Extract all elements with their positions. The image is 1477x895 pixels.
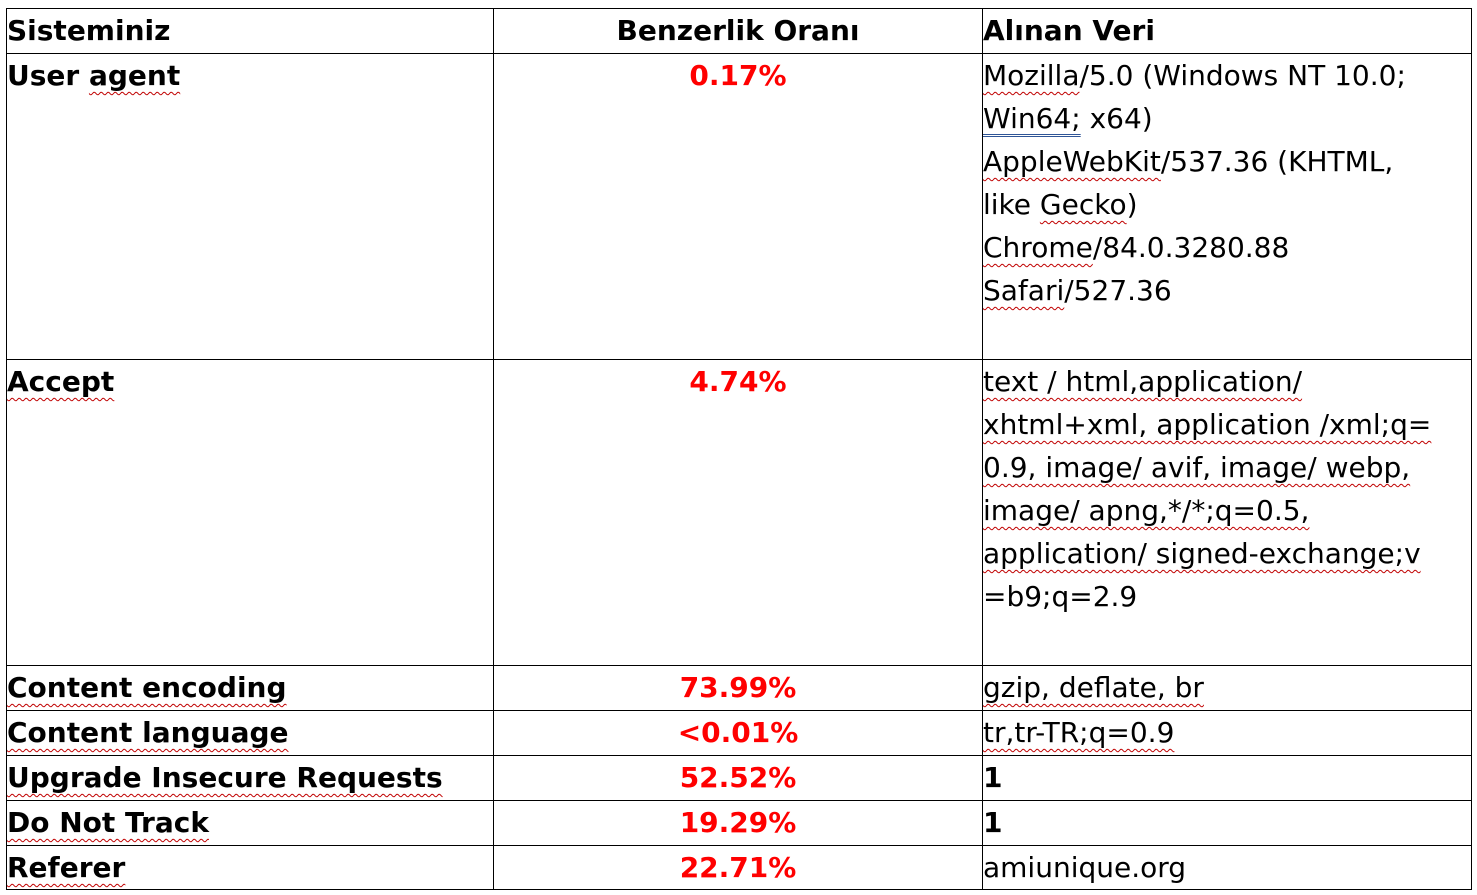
value-line: =b9;q=2.9 <box>983 580 1138 613</box>
row-name-text: Accept <box>7 365 115 398</box>
row-value <box>983 666 1472 711</box>
table-row <box>7 756 1472 801</box>
row-name: User agent <box>7 54 494 360</box>
value-line: Win64; x64) <box>983 102 1153 135</box>
row-name <box>7 360 494 666</box>
row-name-squiggle: agent <box>88 59 181 92</box>
value-line: amiunique.org <box>983 851 1187 884</box>
table-row <box>7 666 1472 711</box>
row-name <box>7 801 494 846</box>
value-line: xhtml+xml, application /xml;q= <box>983 408 1432 441</box>
header-alinan-veri: Alınan Veri <box>983 9 1472 54</box>
value-line: gzip, deflate, br <box>983 671 1204 704</box>
header-benzerlik-orani: Benzerlik Oranı <box>494 9 983 54</box>
value-line: Mozilla/5.0 (Windows NT 10.0; <box>983 59 1406 92</box>
row-similarity <box>494 54 983 360</box>
row-name <box>7 756 494 801</box>
value-line: image/ apng,*/*;q=0.5, <box>983 494 1310 527</box>
row-name <box>7 711 494 756</box>
similarity-value: 4.74% <box>689 365 787 398</box>
row-value <box>983 711 1472 756</box>
value-line: text / html,application/ <box>983 365 1303 398</box>
similarity-value: 22.71% <box>679 851 797 884</box>
row-similarity <box>494 801 983 846</box>
table-row <box>7 360 1472 666</box>
table-row <box>7 846 1472 890</box>
value-line: 1 <box>983 806 1003 839</box>
value-line: AppleWebKit/537.36 (KHTML, <box>983 145 1394 178</box>
value-line: Safari/527.36 <box>983 274 1172 307</box>
row-name-text: Content language <box>7 716 289 749</box>
row-name-text: Do Not Track <box>7 806 209 839</box>
row-name-text: Referer <box>7 851 126 884</box>
table-row <box>7 801 1472 846</box>
similarity-value: <0.01% <box>677 716 799 749</box>
row-similarity <box>494 846 983 890</box>
row-name-text: Upgrade Insecure Requests <box>7 761 443 794</box>
row-value <box>983 756 1472 801</box>
row-similarity <box>494 666 983 711</box>
fingerprint-table <box>6 8 1472 890</box>
similarity-value: 52.52% <box>679 761 797 794</box>
row-value <box>983 360 1472 666</box>
value-line: like Gecko) <box>983 188 1138 221</box>
row-similarity <box>494 360 983 666</box>
row-value <box>983 54 1472 360</box>
similarity-value: 19.29% <box>679 806 797 839</box>
row-similarity <box>494 756 983 801</box>
table-row <box>7 54 1472 360</box>
similarity-value: 73.99% <box>679 671 797 704</box>
value-line: Chrome/84.0.3280.88 <box>983 231 1290 264</box>
row-value <box>983 846 1472 890</box>
row-similarity <box>494 711 983 756</box>
similarity-value: 0.17% <box>689 59 787 92</box>
value-line: application/ signed-exchange;v <box>983 537 1421 570</box>
value-line: 0.9, image/ avif, image/ webp, <box>983 451 1411 484</box>
header-sisteminiz: Sisteminiz <box>7 9 494 54</box>
row-name-text: Content encoding <box>7 671 287 704</box>
row-value <box>983 801 1472 846</box>
value-line: 1 <box>983 761 1003 794</box>
table-row <box>7 711 1472 756</box>
row-name <box>7 846 494 890</box>
header-row <box>7 9 1472 54</box>
value-line: tr,tr-TR;q=0.9 <box>983 716 1175 749</box>
row-name <box>7 666 494 711</box>
